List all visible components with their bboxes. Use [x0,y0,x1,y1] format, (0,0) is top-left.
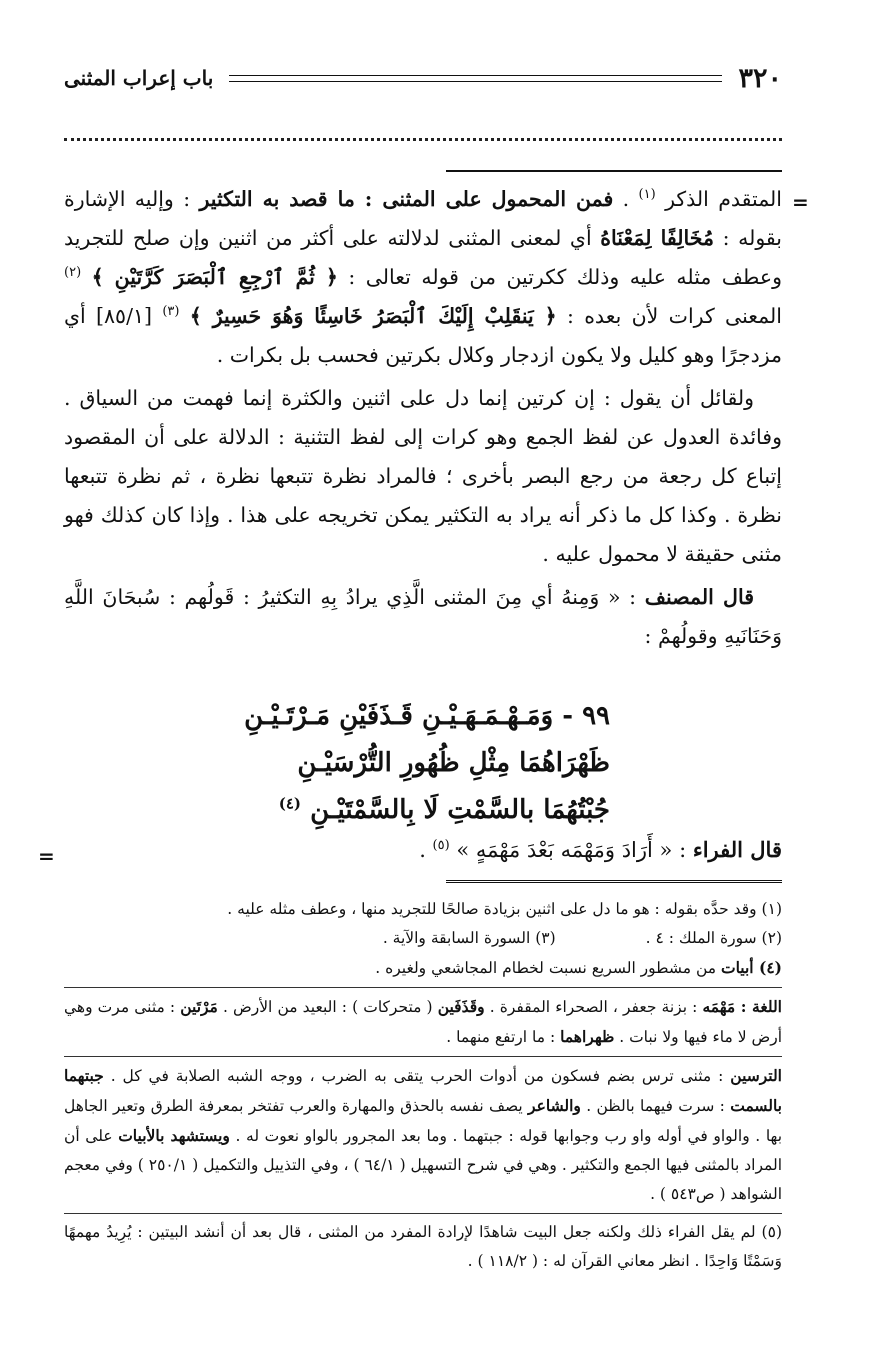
footnotes [64,895,782,1276]
text-run: : مثنى مرت وهي أرض لا ماء فيها ولا نبات . [64,998,782,1046]
verse-line-3 [200,787,610,834]
verse-line-2: ظَهْرَاهُمَا مِثْلِ ظُهُورِ التُّرْسَيْـنِ [297,748,610,778]
bold-term: والشاعر [528,1096,581,1115]
verse-text: جُبْتُهُمَا بالسَّمْتِ لَا بِالسَّمْتَيْـنِ [310,795,610,825]
footnote-ref-5: (٥) [432,838,450,853]
footnote-2: (٢) سورة الملك : ٤ . [645,929,782,947]
footnote-divider [64,1056,782,1057]
chapter-title: باب إعراب المثنى [64,66,214,90]
paragraph-2: ولقائل أن يقول : إن كرتين إنما دل على اثنين والكثرة إنما فهمت من السياق . وفائدة العدول عن لفظ الجمع وهو كرات إلى لفظ التثنية : الدلالة على أن المقصود إتباع كل رجعة من رجع البصر بأخرى ؛ فالمراد نظرة تتبعها نظرة ، ثم نظرة تتبعها نظرة . وكذا كل ما ذكر أنه يراد به التكثير يمكن تخريجه على هذا . وإذا كان كذلك فهو مثنى حقيقة لا محمول عليه . [64,386,782,566]
footnote-ref-1: (١) [638,187,656,203]
footnote-ref-3: (٣) [162,304,180,320]
text-run: ( متحركات ) : البعيد من الأرض . [217,998,438,1016]
bold-term: اللغة : مَهْمَه [702,997,782,1016]
text-run: على أن المراد بالمثنى فيها الجمع والتكثير . وهي في شرح التسهيل ( ٦٤/١ ) ، وفي التذييل والتكميل ( ٢٥٠/١ ) وفي معجم الشواهد ( ص٥٤٣ ) . [64,1127,782,1203]
quran-quote-1: ﴿ ثُمَّ ٱرْجِعِ ٱلْبَصَرَ كَرَّتَيْنِ ﴾ [91,265,338,289]
text-run: : بزنة جعفر ، الصحراء المقفرة . [484,998,703,1016]
text-run: المتقدم الذكر [665,187,782,211]
text-run: : ما ارتفع منهما . [446,1028,561,1046]
dotted-separator [64,138,782,141]
text-run: [٨٥/١] أي مزدجرًا وهو كليل ولا يكون ازدجار وكلال بكرتين فحسب بل بكرات . [64,304,782,367]
text-run: : سرت فيهما بالظن . [580,1097,731,1115]
text-run: . [613,187,630,211]
bold-term: الترسين [730,1066,782,1085]
main-text [64,180,782,660]
farra-label: قال الفراء [692,837,782,862]
footnote-ref-4: (٤) [278,794,301,813]
bold-term: ويستشهد بالأبيات [118,1126,230,1145]
footnote-rule [446,880,782,885]
text-run: . [419,838,433,862]
farra-quote [330,835,782,865]
footnote-4 [64,953,782,983]
bold-term: ظهراهما [560,1027,615,1046]
paragraph-1 [64,180,782,375]
bold-term: مُخَالِفًا لِمَعْنَاهُ [600,226,714,250]
quran-quote-2: ﴿ يَنقَلِبْ إِلَيْكَ ٱلْبَصَرُ خَاسِئًا وَهُوَ حَسِيرٌ ﴾ [189,304,557,328]
header-rule [229,75,722,82]
text-run: : « وَمِنهُ أي مِنَ المثنى الَّذِي يرادُ بِهِ التكثيرُ : قَولُهم : سُبحَانَ اللَّهِ وَحَنَانَيهِ وقولُهمْ : [64,585,782,648]
text-run: يصف نفسه بالحذق والمهارة والعرب تفتخر بمعرفة الطرق وتعير الجاهل بها . والواو في أوله واو رب وجوابها قوله : جبتهما . وما بعد المجرور بالواو نعوت له . [64,1097,783,1145]
footnote-divider [64,987,782,988]
footnote-1: (١) وقد حدَّه بقوله : هو ما دل على اثنين بزيادة صالحًا للتجريد منها ، وعطف مثله عليه . [227,900,782,918]
verse-line-1: ٩٩ - وَمَـهْـمَـهَـيْـنِ قَـذَفَيْنِ مَـرْتَـيْـنِ [244,701,610,731]
paragraph-3 [64,578,782,656]
author-label: قال المصنف [644,585,754,609]
bold-term: (٤) أبيات [720,958,782,977]
page-header [64,58,782,98]
bold-heading: فمن المحمول على المثنى : ما قصد به التكثير [199,187,614,211]
footnote-row [64,924,782,953]
bold-term: مَرْتَين [180,997,218,1016]
margin-mark-bottom: = [38,844,55,868]
text-run: : « أَرَادَ وَمَهْمَه بَعْدَ مَهْمَهٍ » [449,838,693,862]
bold-term: وقَذَفَين [437,997,485,1016]
margin-mark-top: = [792,190,809,214]
footnote-ref-2: (٢) [64,265,82,281]
text-run: من مشطور السريع نسبت لخطام المجاشعي ولغيره . [375,959,721,977]
poem-verses [200,693,610,834]
text-run: المعنى كرات لأن بعده : [556,304,782,328]
text-top-rule [446,170,782,172]
text-run: : مثنى ترس بضم فسكون من أدوات الحرب يتقى به الضرب ، ووجه الشبه الصلابة في كل . [110,1067,731,1085]
footnote-5: (٥) لم يقل الفراء ذلك ولكنه جعل البيت شاهدًا لإرادة المفرد من المثنى ، قال بعد أن أنشد البيتين : يُرِيدُ مهمهًا وَسَمْتًا وَاحِدًا . انظر معاني القرآن له : ( ١١٨/٢ ) . [64,1223,782,1270]
footnote-3: (٣) السورة السابقة والآية . [382,929,556,947]
text-run: أي لمعنى المثنى لدلالته على أكثر من اثنين وإن صلح للتجريد وعطف مثله عليه وذلك ككرتين من قوله تعالى : [64,226,782,289]
page-number: ٣٢٠ [738,62,782,94]
footnote-divider [64,1213,782,1214]
footnote-lugha [64,992,782,1052]
bold-term: جبتهما بالسمت [64,1066,782,1115]
footnote-explanation [64,1061,782,1209]
text-run: : وإليه الإشارة بقوله : [64,187,782,250]
